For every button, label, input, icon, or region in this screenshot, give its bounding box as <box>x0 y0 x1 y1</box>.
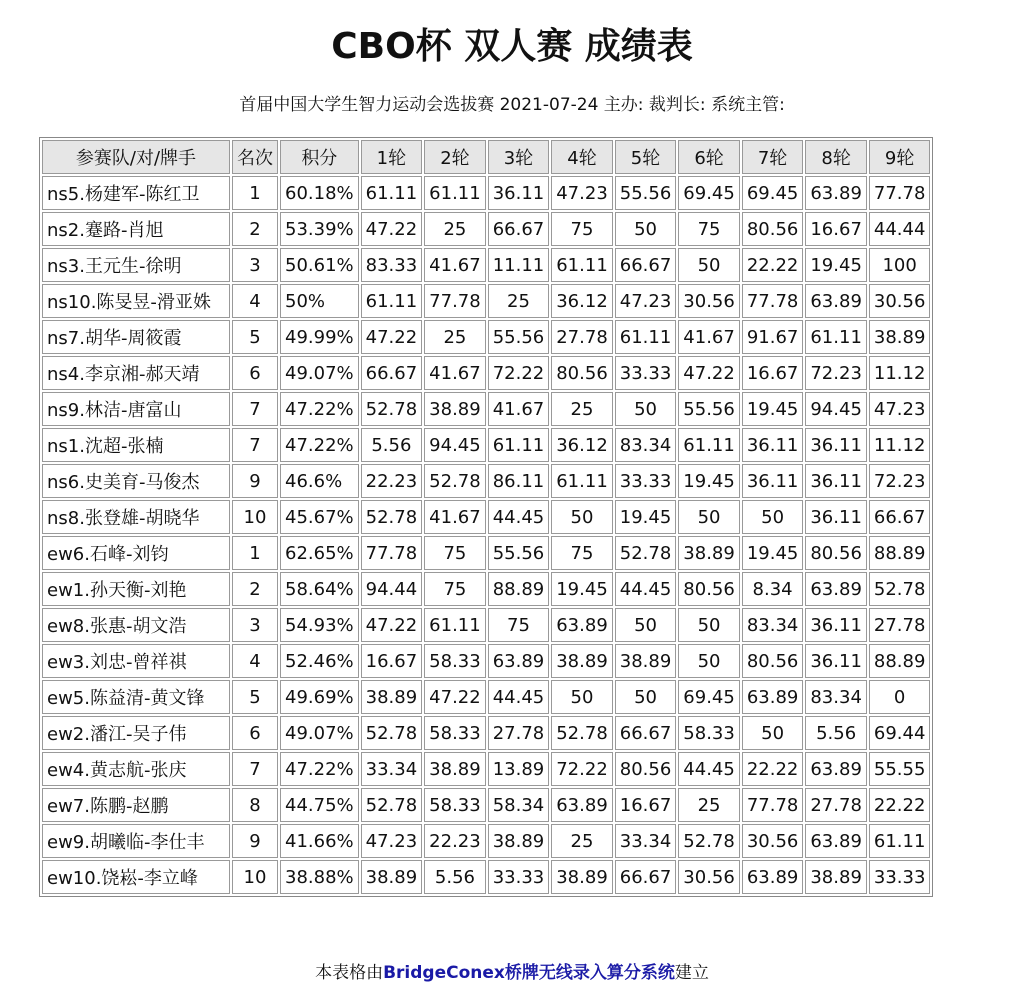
table-row <box>42 788 930 822</box>
round-4-cell: 47.23 <box>551 176 613 210</box>
round-4-cell: 36.12 <box>551 428 613 462</box>
table-row <box>42 860 930 894</box>
round-1-cell: 52.78 <box>361 500 423 534</box>
round-3-cell: 72.22 <box>488 356 550 390</box>
round-5-cell: 66.67 <box>615 716 677 750</box>
table-row <box>42 716 930 750</box>
table-row <box>42 572 930 606</box>
column-header-rank: 名次 <box>232 140 278 174</box>
rank-cell: 9 <box>232 824 278 858</box>
round-9-cell: 88.89 <box>869 536 931 570</box>
round-1-cell: 52.78 <box>361 716 423 750</box>
round-6-cell: 61.11 <box>678 428 740 462</box>
round-4-cell: 50 <box>551 680 613 714</box>
column-header-round-6: 6轮 <box>678 140 740 174</box>
round-8-cell: 80.56 <box>805 536 867 570</box>
column-header-score: 积分 <box>280 140 359 174</box>
round-8-cell: 36.11 <box>805 428 867 462</box>
round-8-cell: 19.45 <box>805 248 867 282</box>
rank-cell: 8 <box>232 788 278 822</box>
round-1-cell: 47.22 <box>361 212 423 246</box>
team-cell: ns8.张登雄-胡晓华 <box>42 500 230 534</box>
round-9-cell: 52.78 <box>869 572 931 606</box>
column-header-team: 参赛队/对/牌手 <box>42 140 230 174</box>
round-7-cell: 50 <box>742 716 804 750</box>
round-7-cell: 77.78 <box>742 284 804 318</box>
round-1-cell: 83.33 <box>361 248 423 282</box>
round-2-cell: 41.67 <box>424 356 486 390</box>
round-4-cell: 36.12 <box>551 284 613 318</box>
team-cell: ew6.石峰-刘钧 <box>42 536 230 570</box>
results-body <box>42 176 930 894</box>
round-3-cell: 13.89 <box>488 752 550 786</box>
footer <box>0 958 1024 983</box>
round-5-cell: 19.45 <box>615 500 677 534</box>
round-7-cell: 80.56 <box>742 644 804 678</box>
round-4-cell: 80.56 <box>551 356 613 390</box>
round-8-cell: 63.89 <box>805 572 867 606</box>
rank-cell: 1 <box>232 536 278 570</box>
table-row <box>42 356 930 390</box>
round-1-cell: 77.78 <box>361 536 423 570</box>
score-cell: 47.22% <box>280 752 359 786</box>
score-cell: 62.65% <box>280 536 359 570</box>
table-row <box>42 680 930 714</box>
round-1-cell: 5.56 <box>361 428 423 462</box>
table-row <box>42 320 930 354</box>
round-3-cell: 44.45 <box>488 680 550 714</box>
round-9-cell: 0 <box>869 680 931 714</box>
score-cell: 54.93% <box>280 608 359 642</box>
column-header-round-2: 2轮 <box>424 140 486 174</box>
round-5-cell: 55.56 <box>615 176 677 210</box>
round-3-cell: 88.89 <box>488 572 550 606</box>
round-7-cell: 83.34 <box>742 608 804 642</box>
score-cell: 52.46% <box>280 644 359 678</box>
score-cell: 44.75% <box>280 788 359 822</box>
rank-cell: 4 <box>232 284 278 318</box>
round-6-cell: 38.89 <box>678 536 740 570</box>
round-9-cell: 61.11 <box>869 824 931 858</box>
rank-cell: 7 <box>232 392 278 426</box>
score-cell: 49.07% <box>280 716 359 750</box>
column-header-round-9: 9轮 <box>869 140 931 174</box>
rank-cell: 1 <box>232 176 278 210</box>
rank-cell: 5 <box>232 320 278 354</box>
round-9-cell: 27.78 <box>869 608 931 642</box>
round-2-cell: 58.33 <box>424 788 486 822</box>
round-6-cell: 55.56 <box>678 392 740 426</box>
round-5-cell: 50 <box>615 608 677 642</box>
table-header-row <box>42 140 930 174</box>
table-row <box>42 248 930 282</box>
round-3-cell: 41.67 <box>488 392 550 426</box>
rank-cell: 10 <box>232 860 278 894</box>
round-9-cell: 77.78 <box>869 176 931 210</box>
team-cell: ns9.林洁-唐富山 <box>42 392 230 426</box>
team-cell: ns7.胡华-周筱霞 <box>42 320 230 354</box>
table-row <box>42 464 930 498</box>
round-2-cell: 38.89 <box>424 392 486 426</box>
team-cell: ew8.张惠-胡文浩 <box>42 608 230 642</box>
round-4-cell: 75 <box>551 536 613 570</box>
round-8-cell: 61.11 <box>805 320 867 354</box>
round-9-cell: 69.44 <box>869 716 931 750</box>
round-1-cell: 47.22 <box>361 320 423 354</box>
team-cell: ns5.杨建军-陈红卫 <box>42 176 230 210</box>
round-4-cell: 38.89 <box>551 860 613 894</box>
round-1-cell: 52.78 <box>361 788 423 822</box>
round-5-cell: 66.67 <box>615 860 677 894</box>
round-1-cell: 61.11 <box>361 284 423 318</box>
round-6-cell: 75 <box>678 212 740 246</box>
round-6-cell: 50 <box>678 608 740 642</box>
round-4-cell: 72.22 <box>551 752 613 786</box>
round-2-cell: 47.22 <box>424 680 486 714</box>
round-8-cell: 36.11 <box>805 500 867 534</box>
round-9-cell: 30.56 <box>869 284 931 318</box>
round-1-cell: 47.22 <box>361 608 423 642</box>
score-cell: 49.69% <box>280 680 359 714</box>
team-cell: ew10.饶崧-李立峰 <box>42 860 230 894</box>
round-1-cell: 16.67 <box>361 644 423 678</box>
round-1-cell: 52.78 <box>361 392 423 426</box>
round-7-cell: 22.22 <box>742 752 804 786</box>
round-6-cell: 80.56 <box>678 572 740 606</box>
round-7-cell: 30.56 <box>742 824 804 858</box>
round-8-cell: 63.89 <box>805 824 867 858</box>
round-9-cell: 44.44 <box>869 212 931 246</box>
page-title: CBO杯 双人赛 成绩表 <box>331 26 693 67</box>
round-2-cell: 77.78 <box>424 284 486 318</box>
round-4-cell: 50 <box>551 500 613 534</box>
round-6-cell: 50 <box>678 500 740 534</box>
team-cell: ew5.陈益清-黄文锋 <box>42 680 230 714</box>
rank-cell: 7 <box>232 752 278 786</box>
round-2-cell: 25 <box>424 320 486 354</box>
round-9-cell: 11.12 <box>869 428 931 462</box>
rank-cell: 3 <box>232 248 278 282</box>
score-cell: 60.18% <box>280 176 359 210</box>
round-1-cell: 38.89 <box>361 860 423 894</box>
rank-cell: 7 <box>232 428 278 462</box>
table-row <box>42 500 930 534</box>
round-3-cell: 86.11 <box>488 464 550 498</box>
page-subtitle: 首届中国大学生智力运动会选拔赛 2021-07-24 主办: 裁判长: 系统主管: <box>239 95 785 115</box>
round-7-cell: 77.78 <box>742 788 804 822</box>
round-6-cell: 58.33 <box>678 716 740 750</box>
round-2-cell: 25 <box>424 212 486 246</box>
column-header-round-3: 3轮 <box>488 140 550 174</box>
rank-cell: 2 <box>232 572 278 606</box>
round-8-cell: 63.89 <box>805 284 867 318</box>
round-5-cell: 44.45 <box>615 572 677 606</box>
round-5-cell: 80.56 <box>615 752 677 786</box>
round-3-cell: 55.56 <box>488 536 550 570</box>
score-cell: 47.22% <box>280 428 359 462</box>
round-1-cell: 38.89 <box>361 680 423 714</box>
round-6-cell: 30.56 <box>678 284 740 318</box>
table-row <box>42 536 930 570</box>
round-5-cell: 50 <box>615 392 677 426</box>
round-3-cell: 55.56 <box>488 320 550 354</box>
team-cell: ns2.蹇路-肖旭 <box>42 212 230 246</box>
round-2-cell: 41.67 <box>424 248 486 282</box>
round-7-cell: 50 <box>742 500 804 534</box>
round-9-cell: 22.22 <box>869 788 931 822</box>
round-1-cell: 33.34 <box>361 752 423 786</box>
round-8-cell: 63.89 <box>805 176 867 210</box>
table-row <box>42 824 930 858</box>
round-4-cell: 61.11 <box>551 464 613 498</box>
round-8-cell: 83.34 <box>805 680 867 714</box>
round-7-cell: 36.11 <box>742 464 804 498</box>
round-5-cell: 33.33 <box>615 356 677 390</box>
round-1-cell: 61.11 <box>361 176 423 210</box>
round-7-cell: 22.22 <box>742 248 804 282</box>
table-row <box>42 608 930 642</box>
round-7-cell: 91.67 <box>742 320 804 354</box>
rank-cell: 2 <box>232 212 278 246</box>
round-6-cell: 50 <box>678 644 740 678</box>
score-cell: 50.61% <box>280 248 359 282</box>
team-cell: ns6.史美育-马俊杰 <box>42 464 230 498</box>
round-4-cell: 19.45 <box>551 572 613 606</box>
footer-system-link[interactable]: BridgeConex桥牌无线录入算分系统 <box>383 963 675 983</box>
round-1-cell: 94.44 <box>361 572 423 606</box>
round-9-cell: 38.89 <box>869 320 931 354</box>
score-cell: 49.07% <box>280 356 359 390</box>
team-cell: ns1.沈超-张楠 <box>42 428 230 462</box>
round-5-cell: 33.33 <box>615 464 677 498</box>
round-3-cell: 75 <box>488 608 550 642</box>
rank-cell: 3 <box>232 608 278 642</box>
round-3-cell: 61.11 <box>488 428 550 462</box>
round-7-cell: 63.89 <box>742 860 804 894</box>
round-2-cell: 61.11 <box>424 608 486 642</box>
round-8-cell: 94.45 <box>805 392 867 426</box>
round-7-cell: 16.67 <box>742 356 804 390</box>
rank-cell: 9 <box>232 464 278 498</box>
score-cell: 41.66% <box>280 824 359 858</box>
round-4-cell: 52.78 <box>551 716 613 750</box>
round-3-cell: 63.89 <box>488 644 550 678</box>
footer-suffix: 建立 <box>674 963 709 983</box>
round-9-cell: 11.12 <box>869 356 931 390</box>
round-6-cell: 47.22 <box>678 356 740 390</box>
results-table <box>39 137 933 897</box>
footer-prefix: 本表格由 <box>315 963 384 983</box>
round-3-cell: 58.34 <box>488 788 550 822</box>
round-9-cell: 66.67 <box>869 500 931 534</box>
round-1-cell: 22.23 <box>361 464 423 498</box>
round-3-cell: 38.89 <box>488 824 550 858</box>
column-header-round-1: 1轮 <box>361 140 423 174</box>
table-row <box>42 752 930 786</box>
rank-cell: 6 <box>232 356 278 390</box>
round-8-cell: 16.67 <box>805 212 867 246</box>
round-2-cell: 61.11 <box>424 176 486 210</box>
round-7-cell: 63.89 <box>742 680 804 714</box>
round-7-cell: 36.11 <box>742 428 804 462</box>
round-7-cell: 8.34 <box>742 572 804 606</box>
round-8-cell: 27.78 <box>805 788 867 822</box>
round-2-cell: 75 <box>424 536 486 570</box>
column-header-round-8: 8轮 <box>805 140 867 174</box>
table-row <box>42 212 930 246</box>
score-cell: 49.99% <box>280 320 359 354</box>
team-cell: ew9.胡曦临-李仕丰 <box>42 824 230 858</box>
round-4-cell: 25 <box>551 824 613 858</box>
round-3-cell: 44.45 <box>488 500 550 534</box>
round-8-cell: 36.11 <box>805 608 867 642</box>
round-5-cell: 50 <box>615 680 677 714</box>
round-5-cell: 38.89 <box>615 644 677 678</box>
round-2-cell: 52.78 <box>424 464 486 498</box>
round-5-cell: 83.34 <box>615 428 677 462</box>
round-8-cell: 5.56 <box>805 716 867 750</box>
rank-cell: 5 <box>232 680 278 714</box>
score-cell: 47.22% <box>280 392 359 426</box>
round-9-cell: 47.23 <box>869 392 931 426</box>
round-6-cell: 50 <box>678 248 740 282</box>
round-4-cell: 25 <box>551 392 613 426</box>
round-8-cell: 38.89 <box>805 860 867 894</box>
score-cell: 58.64% <box>280 572 359 606</box>
round-7-cell: 80.56 <box>742 212 804 246</box>
round-5-cell: 66.67 <box>615 248 677 282</box>
round-5-cell: 50 <box>615 212 677 246</box>
round-8-cell: 36.11 <box>805 464 867 498</box>
round-6-cell: 25 <box>678 788 740 822</box>
round-2-cell: 41.67 <box>424 500 486 534</box>
round-7-cell: 19.45 <box>742 536 804 570</box>
rank-cell: 4 <box>232 644 278 678</box>
round-6-cell: 41.67 <box>678 320 740 354</box>
round-3-cell: 66.67 <box>488 212 550 246</box>
round-3-cell: 11.11 <box>488 248 550 282</box>
round-5-cell: 61.11 <box>615 320 677 354</box>
round-4-cell: 75 <box>551 212 613 246</box>
round-4-cell: 38.89 <box>551 644 613 678</box>
round-4-cell: 63.89 <box>551 608 613 642</box>
round-3-cell: 25 <box>488 284 550 318</box>
round-5-cell: 47.23 <box>615 284 677 318</box>
round-3-cell: 33.33 <box>488 860 550 894</box>
team-cell: ns3.王元生-徐明 <box>42 248 230 282</box>
round-6-cell: 19.45 <box>678 464 740 498</box>
team-cell: ns10.陈旻昱-滑亚姝 <box>42 284 230 318</box>
table-row <box>42 284 930 318</box>
team-cell: ew2.潘江-吴子伟 <box>42 716 230 750</box>
round-7-cell: 69.45 <box>742 176 804 210</box>
column-header-round-7: 7轮 <box>742 140 804 174</box>
column-header-round-5: 5轮 <box>615 140 677 174</box>
round-6-cell: 69.45 <box>678 176 740 210</box>
round-5-cell: 33.34 <box>615 824 677 858</box>
table-row <box>42 176 930 210</box>
column-header-round-4: 4轮 <box>551 140 613 174</box>
round-4-cell: 63.89 <box>551 788 613 822</box>
team-cell: ew1.孙天衡-刘艳 <box>42 572 230 606</box>
round-8-cell: 36.11 <box>805 644 867 678</box>
round-4-cell: 61.11 <box>551 248 613 282</box>
round-8-cell: 72.23 <box>805 356 867 390</box>
round-6-cell: 30.56 <box>678 860 740 894</box>
round-1-cell: 47.23 <box>361 824 423 858</box>
score-cell: 46.6% <box>280 464 359 498</box>
score-cell: 45.67% <box>280 500 359 534</box>
score-cell: 53.39% <box>280 212 359 246</box>
round-2-cell: 94.45 <box>424 428 486 462</box>
round-9-cell: 100 <box>869 248 931 282</box>
score-cell: 38.88% <box>280 860 359 894</box>
round-9-cell: 72.23 <box>869 464 931 498</box>
round-8-cell: 63.89 <box>805 752 867 786</box>
table-row <box>42 644 930 678</box>
round-9-cell: 33.33 <box>869 860 931 894</box>
table-row <box>42 428 930 462</box>
team-cell: ew3.刘忠-曾祥祺 <box>42 644 230 678</box>
rank-cell: 6 <box>232 716 278 750</box>
round-3-cell: 27.78 <box>488 716 550 750</box>
round-2-cell: 58.33 <box>424 716 486 750</box>
round-5-cell: 52.78 <box>615 536 677 570</box>
team-cell: ew4.黄志航-张庆 <box>42 752 230 786</box>
round-2-cell: 58.33 <box>424 644 486 678</box>
score-cell: 50% <box>280 284 359 318</box>
round-2-cell: 38.89 <box>424 752 486 786</box>
rank-cell: 10 <box>232 500 278 534</box>
round-6-cell: 52.78 <box>678 824 740 858</box>
round-1-cell: 66.67 <box>361 356 423 390</box>
round-7-cell: 19.45 <box>742 392 804 426</box>
round-4-cell: 27.78 <box>551 320 613 354</box>
round-2-cell: 75 <box>424 572 486 606</box>
team-cell: ew7.陈鹏-赵鹏 <box>42 788 230 822</box>
round-2-cell: 5.56 <box>424 860 486 894</box>
round-9-cell: 55.55 <box>869 752 931 786</box>
table-row <box>42 392 930 426</box>
team-cell: ns4.李京湘-郝天靖 <box>42 356 230 390</box>
round-3-cell: 36.11 <box>488 176 550 210</box>
round-6-cell: 69.45 <box>678 680 740 714</box>
round-5-cell: 16.67 <box>615 788 677 822</box>
round-2-cell: 22.23 <box>424 824 486 858</box>
round-9-cell: 88.89 <box>869 644 931 678</box>
round-6-cell: 44.45 <box>678 752 740 786</box>
